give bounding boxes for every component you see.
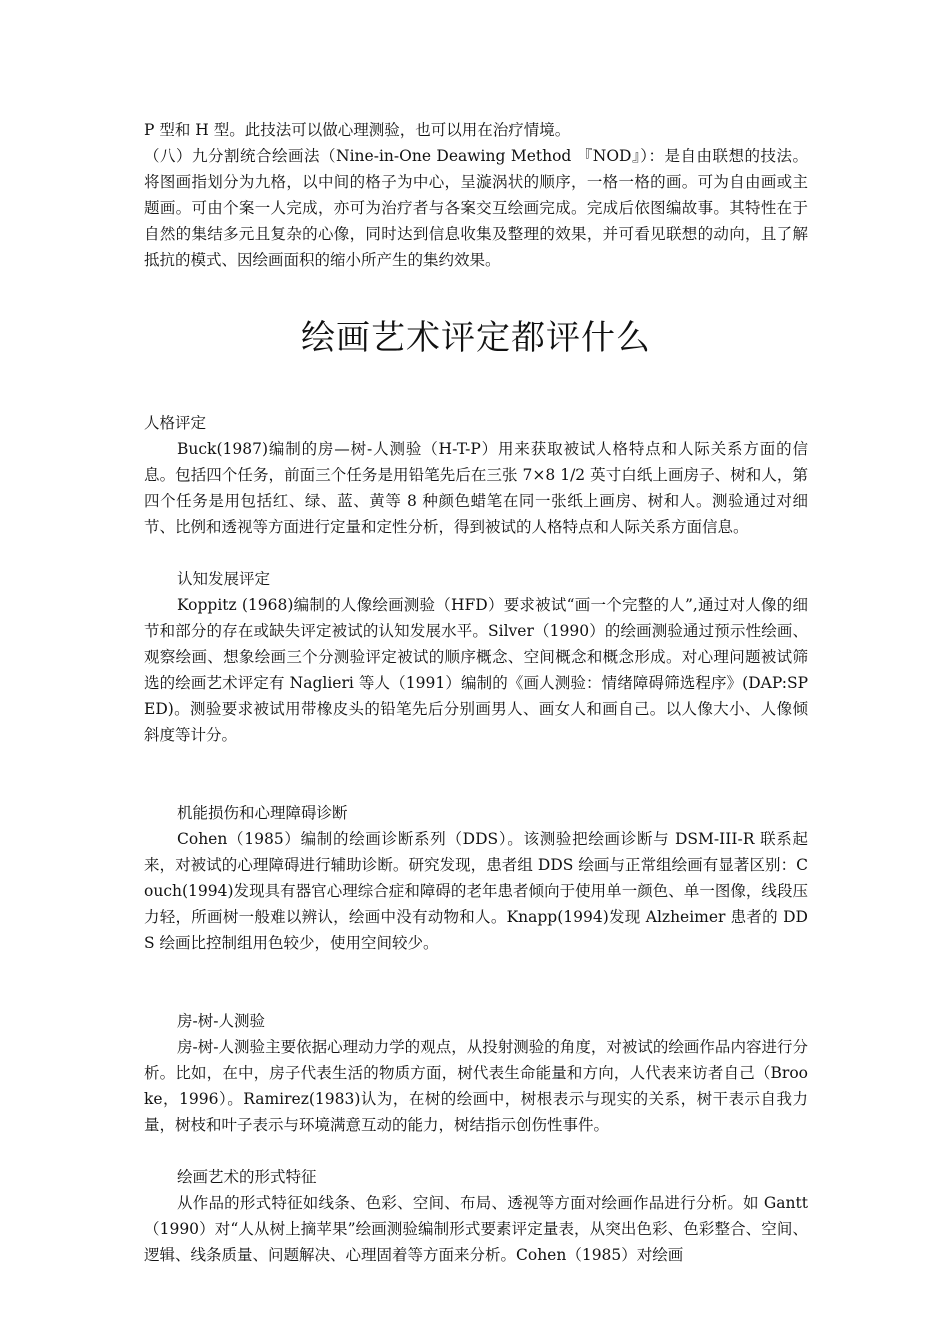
section-heading-personality: 人格评定 <box>144 414 207 432</box>
section-heading-formal-features: 绘画艺术的形式特征 <box>177 1168 317 1186</box>
section-body-htp: 房-树-人测验主要依据心理动力学的观点，从投射测验的角度，对被试的绘画作品内容进行分析。比如，在中，房子代表生活的物质方面，树代表生命能量和方向，人代表来访者自己（Brooke，1996）。Ramirez(1983)认为，在树的绘画中，树根表示与现实的关系，树干表示自我力量，树枝和叶子表示与环境满意互动的能力，树结指示创伤性事件。 <box>144 1038 808 1134</box>
section-body-personality: Buck(1987)编制的房—树-人测验（H-T-P）用来获取被试人格特点和人际关系方面的信息。包括四个任务，前面三个任务是用铅笔先后在三张 7×8 1/2 英寸白纸上画房子、树和人，第四个任务是用包括红、绿、蓝、黄等 8 种颜色蜡笔在同一张纸上画房、树和人。测验通过对细节、比例和透视等方面进行定量和定性分析，得到被试的人格特点和人际关系方面信息。 <box>144 440 808 536</box>
section-body-cognitive: Koppitz (1968)编制的人像绘画测验（HFD）要求被试“画一个完整的人”,通过对人像的细节和部分的存在或缺失评定被试的认知发展水平。Silver（1990）的绘画测验通过预示性绘画、观察绘画、想象绘画三个分测验评定被试的顺序概念、空间概念和概念形成。对心理问题被试筛选的绘画艺术评定有 Naglieri 等人（1991）编制的《画人测验：情绪障碍筛选程序》(DAP:SPED)。测验要求被试用带橡皮头的铅笔先后分别画男人、画女人和画自己。以人像大小、人像倾斜度等计分。 <box>144 596 808 744</box>
page-title: 绘画艺术评定都评什么 <box>301 318 651 358</box>
intro-line: P 型和 H 型。此技法可以做心理测验，也可以用在治疗情境。 <box>144 121 571 139</box>
intro-paragraph-nod: （八）九分割统合绘画法（Nine-in-One Deawing Method 『NOD』）：是自由联想的技法。将图画指划分为九格，以中间的格子为中心，呈漩涡状的顺序，一格一格的画。可为自由画或主题画。可由个案一人完成，亦可为治疗者与各案交互绘画完成。完成后依图编故事。其特性在于自然的集结多元且复杂的心像，同时达到信息收集及整理的效果，并可看见联想的动向，且了解抵抗的模式、因绘画面积的缩小所产生的集约效果。 <box>144 147 808 269</box>
section-heading-htp: 房-树-人测验 <box>177 1012 265 1030</box>
section-heading-diagnosis: 机能损伤和心理障碍诊断 <box>177 804 348 822</box>
document-page <box>144 117 808 1268</box>
section-heading-cognitive: 认知发展评定 <box>177 570 271 588</box>
section-body-diagnosis: Cohen（1985）编制的绘画诊断系列（DDS）。该测验把绘画诊断与 DSM-III-R 联系起来，对被试的心理障碍进行辅助诊断。研究发现，患者组 DDS 绘画与正常组绘画有显著区别：Couch(1994)发现具有器官心理综合症和障碍的老年患者倾向于使用单一颜色、单一图像，线段压力轻，所画树一般难以辨认，绘画中没有动物和人。Knapp(1994)发现 Alzheimer 患者的 DDS 绘画比控制组用色较少，使用空间较少。 <box>144 830 808 952</box>
section-body-formal-features: 从作品的形式特征如线条、色彩、空间、布局、透视等方面对绘画作品进行分析。如 Gantt（1990）对“人从树上摘苹果”绘画测验编制形式要素评定量表，从突出色彩、色彩整合、空间、逻辑、线条质量、问题解决、心理固着等方面来分析。Cohen（1985）对绘画 <box>144 1194 808 1264</box>
